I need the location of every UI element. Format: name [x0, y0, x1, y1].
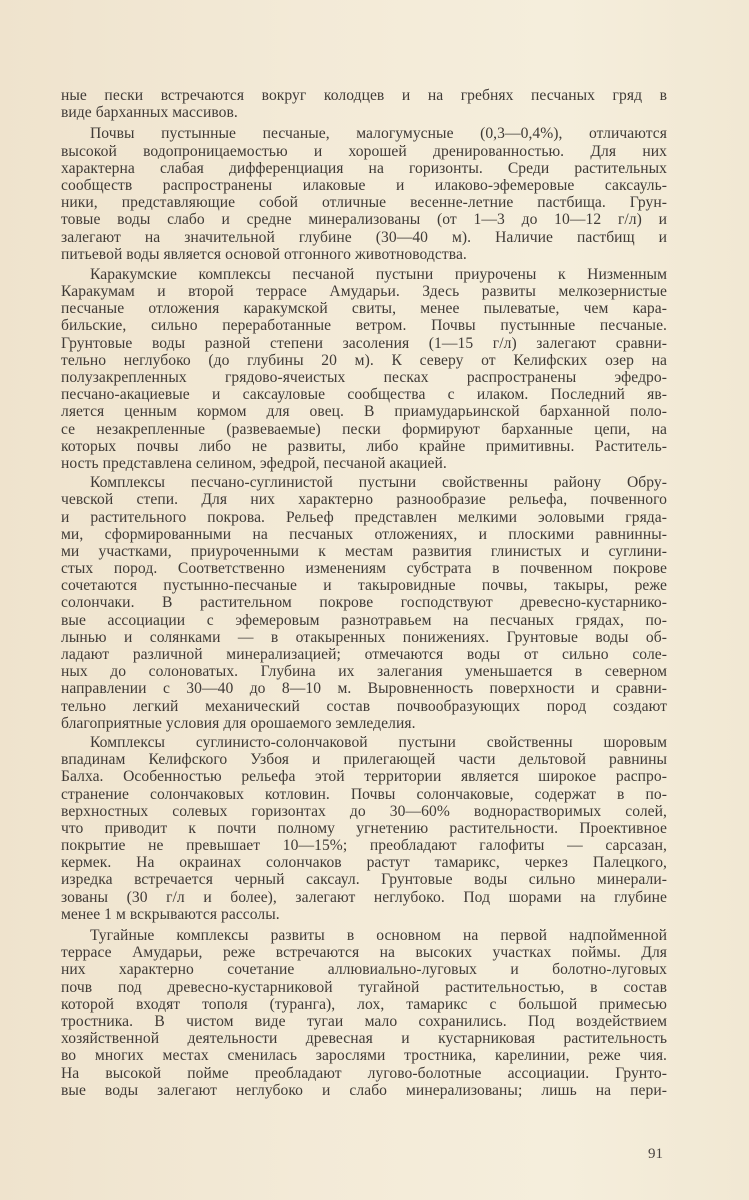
- text-line: и растительного покрова. Рельеф представлен мелкими эоловыми гряда-: [61, 508, 667, 526]
- text-line: стых пород. Соответственно изменениям субстрата в почвенном покрове: [61, 560, 667, 578]
- text-line: чевской степи. Для них характерно разнообразие рельефа, почвенного: [61, 491, 667, 509]
- text-line: полузакрепленных грядово-ячеистых песках распространены эфедро-: [61, 369, 667, 386]
- text-line: изредка встречается черный саксаул. Грунтовые воды сильно минерали-: [61, 871, 667, 889]
- text-line: зованы (30 г/л и более), залегают неглубоко. Под шорами на глубине: [61, 888, 667, 906]
- text-line: ляется ценным кормом для овец. В приамударьинской барханной поло-: [61, 403, 667, 421]
- text-line: них характерно сочетание аллювиально-луговых и болотно-луговых: [61, 961, 667, 979]
- text-line: которой входят тополя (туранга), лох, тамарикс с большой примесью: [61, 995, 667, 1013]
- text-line: песчано-акациевые и саксауловые сообщества с илаком. Последний яв-: [61, 386, 667, 404]
- text-line: высокой водопроницаемостью и хорошей дренированностью. Для них: [61, 142, 667, 160]
- text-line: ладают различной минерализацией; отмечаются воды от сильно соле-: [61, 646, 667, 663]
- page-number: 91: [648, 1146, 663, 1162]
- text-line: ми, сформированными на песчаных отложениях, и плоскими равнинны-: [61, 525, 667, 543]
- text-line: лынью и солянками — в отакыренных понижениях. Грунтовые воды об-: [61, 628, 667, 646]
- text-line: тельно неглубоко (до глубины 20 м). К северу от Келифских озер на: [61, 351, 667, 369]
- text-line: ных до солоноватых. Глубина их залегания уменьшается в северном: [61, 663, 667, 681]
- paragraph: [61, 927, 667, 1099]
- text-line: Каракумам и второй террасе Амударьи. Здесь развиты мелкозернистые: [61, 283, 667, 301]
- text-line: ность представлена селином, эфедрой, песчаной акацией.: [61, 454, 447, 472]
- paragraph: [61, 125, 667, 263]
- text-line: странение солончаковых котловин. Почвы солончаковые, содержат в по-: [61, 785, 667, 803]
- text-line: ми участками, приуроченными к местам развития глинистых и суглини-: [61, 542, 667, 560]
- text-line: Комплексы суглинисто-солончаковой пустыни свойственны шоровым: [90, 733, 667, 751]
- text-line: почв под древесно-кустарниковой тугайной растительностью, в состав: [61, 978, 667, 996]
- text-line: Почвы пустынные песчаные, малогумусные (0,3—0,4%), отличаются: [90, 125, 667, 143]
- text-line: товые воды слабо и средне минерализованы (от 1—3 до 10—12 г/л) и: [61, 211, 667, 229]
- text-line: впадинам Келифского Узбоя и прилегающей части дельтовой равнины: [61, 751, 667, 769]
- text-line: Грунтовые воды разной степени засоления (1—15 г/л) залегают сравни-: [61, 334, 667, 352]
- paragraph: [61, 266, 667, 472]
- text-line: бильские, сильно переработанные ветром. Почвы пустынные песчаные.: [61, 317, 667, 335]
- text-line: благоприятные условия для орошаемого земледелия.: [61, 714, 416, 732]
- text-line: сообществ распространены илаковые и илаково-эфемеровые саксауль-: [61, 176, 667, 194]
- text-line: хозяйственной деятельности древесная и кустарниковая растительность: [61, 1030, 667, 1048]
- text-line: ники, представляющие собой отличные весенне-летние пастбища. Грун-: [61, 194, 667, 212]
- text-line: питьевой воды является основой отгонного животноводства.: [61, 245, 467, 263]
- text-line: во многих местах сменилась зарослями тростника, карелинии, реже чия.: [61, 1047, 667, 1065]
- text-line: характерна слабая дифференциация на горизонты. Среди растительных: [61, 159, 667, 177]
- text-line: се незакрепленные (развеваемые) пески формируют барханные цепи, на: [61, 420, 667, 438]
- text-line: сочетаются пустынно-песчаные и такыровидные почвы, такыры, реже: [61, 577, 667, 595]
- text-line: покрытие не превышает 10—15%; преобладают галофиты — сарсазан,: [61, 837, 667, 855]
- text-line: террасе Амударьи, реже встречаются на высоких участках поймы. Для: [61, 944, 667, 962]
- text-line: Комплексы песчано-суглинистой пустыни свойственны району Обру-: [90, 474, 667, 492]
- text-line: направлении с 30—40 до 8—10 м. Выровненность поверхности и сравни-: [61, 680, 667, 698]
- paragraph: [61, 474, 667, 732]
- text-line: виде барханных массивов.: [61, 104, 238, 122]
- text-line: На высокой пойме преобладают лугово-болотные ассоциации. Грунто-: [61, 1064, 667, 1082]
- text-line: Балха. Особенностью рельефа этой территории является широкое распро-: [61, 768, 667, 786]
- text-line: солончаки. В растительном покрове господствуют древесно-кустарнико-: [61, 594, 667, 612]
- paragraph: [61, 734, 667, 923]
- text-line: которых почвы либо не развиты, либо крайне примитивны. Раститель-: [61, 437, 667, 455]
- body-text: [61, 87, 667, 1099]
- text-line: ные пески встречаются вокруг колодцев и на гребнях песчаных гряд в: [61, 87, 667, 104]
- text-line: вые воды залегают неглубоко и слабо минерализованы; лишь на пери-: [61, 1081, 667, 1099]
- text-line: менее 1 м вскрываются рассолы.: [61, 905, 280, 923]
- text-line: тельно легкий механический состав почвообразующих пород создают: [61, 697, 667, 715]
- paragraph: [61, 87, 667, 121]
- text-line: что приводит к почти полному угнетению растительности. Проективное: [61, 819, 667, 837]
- text-line: кермек. На окраинах солончаков растут тамарикс, черкез Палецкого,: [61, 854, 667, 872]
- text-line: тростника. В чистом виде тугаи мало сохранились. Под воздействием: [61, 1012, 667, 1030]
- text-line: вые ассоциации с эфемеровым разнотравьем на песчаных грядах, по-: [61, 611, 667, 629]
- text-line: песчаные отложения каракумской свиты, менее пылеватые, чем кара-: [61, 300, 667, 318]
- text-line: верхностных солевых горизонтах до 30—60% воднорастворимых солей,: [61, 802, 667, 820]
- text-line: Тугайные комплексы развиты в основном на первой надпойменной: [90, 927, 667, 944]
- text-line: залегают на значительной глубине (30—40 м). Наличие пастбищ и: [61, 228, 667, 246]
- text-line: Каракумские комплексы песчаной пустыни приурочены к Низменным: [90, 265, 667, 283]
